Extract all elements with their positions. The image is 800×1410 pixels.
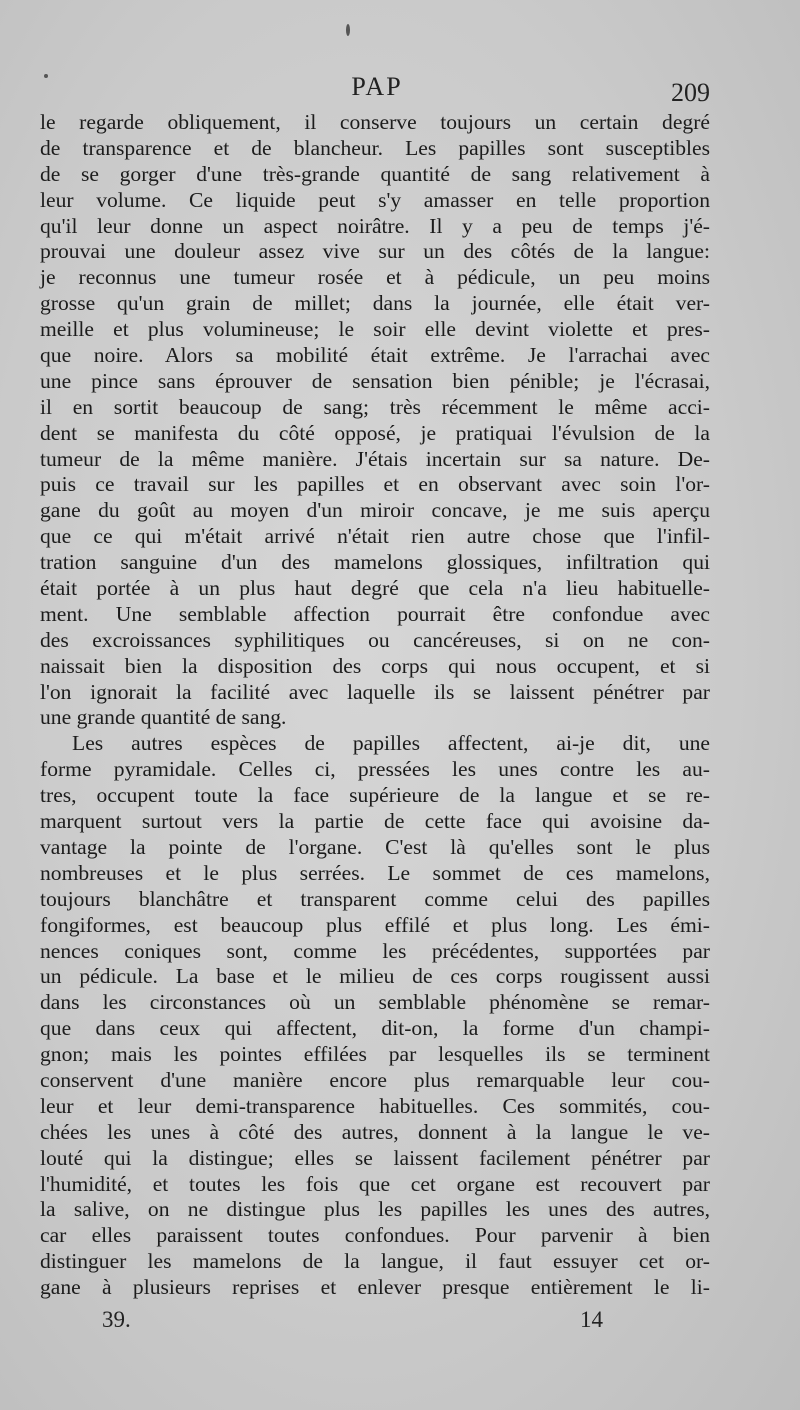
- text-line: naissait bien la disposition des corps qui nous occupent, et si: [40, 653, 710, 678]
- text-line: la salive, on ne distingue plus les papilles les unes des autres,: [40, 1197, 710, 1222]
- page-header: [44, 72, 710, 112]
- text-line: gnon; mais les pointes effilées par lesquelles ils se terminent: [40, 1042, 710, 1067]
- text-line: l'humidité, et toutes les fois que cet organe est recouvert par: [40, 1171, 710, 1196]
- text-line: nences coniques sont, comme les précédentes, supportées par: [40, 938, 710, 963]
- text-line: louté qui la distingue; elles se laissent facilement pénétrer par: [40, 1145, 710, 1170]
- ink-speck: [346, 24, 350, 36]
- text-line: chées les unes à côté des autres, donnent à la langue le ve-: [40, 1119, 710, 1144]
- text-line: marquent surtout vers la partie de cette face qui avoisine da-: [40, 809, 710, 834]
- text-line: que ce qui m'était arrivé n'était rien autre chose que l'infil-: [40, 524, 710, 549]
- text-line: un pédicule. La base et le milieu de ces corps rougissent aussi: [40, 964, 710, 989]
- text-line: de se gorger d'une très-grande quantité de sang relativement à: [40, 161, 710, 186]
- text-line: dans les circonstances où un semblable phénomène se remar-: [40, 990, 710, 1015]
- text-line: était portée à un plus haut degré que cela n'a lieu habituelle-: [40, 576, 710, 601]
- text-line: le regarde obliquement, il conserve toujours un certain degré: [40, 110, 710, 134]
- text-line: puis ce travail sur les papilles et en observant avec soin l'or-: [40, 472, 710, 497]
- text-line: dent se manifesta du côté opposé, je pratiquai l'évulsion de la: [40, 420, 710, 445]
- text-line: forme pyramidale. Celles ci, pressées les unes contre les au-: [40, 757, 710, 782]
- text-line: tration sanguine d'un des mamelons glossiques, infiltration qui: [40, 550, 710, 575]
- text-line: vantage la pointe de l'organe. C'est là qu'elles sont le plus: [40, 834, 710, 859]
- text-line: car elles paraissent toutes confondues. Pour parvenir à bien: [40, 1223, 710, 1248]
- text-line: meille et plus volumineuse; le soir elle devint violette et pres-: [40, 317, 710, 342]
- text-line: fongiformes, est beaucoup plus effilé et plus long. Les émi-: [40, 912, 710, 937]
- text-line: une grande quantité de sang.: [40, 705, 287, 730]
- text-line: de transparence et de blancheur. Les papilles sont susceptibles: [40, 135, 710, 160]
- text-line: que noire. Alors sa mobilité était extrême. Je l'arrachai avec: [40, 343, 710, 368]
- text-line: il en sortit beaucoup de sang; très récemment le même acci-: [40, 394, 710, 419]
- text-line: une pince sans éprouver de sensation bien pénible; je l'écrasai,: [40, 368, 710, 393]
- text-line: leur volume. Ce liquide peut s'y amasser en telle proportion: [40, 187, 710, 212]
- text-line: gane du goût au moyen d'un miroir concave, je me suis aperçu: [40, 498, 710, 523]
- text-line: que dans ceux qui affectent, dit-on, la forme d'un champi-: [40, 1016, 710, 1041]
- text-line: gane à plusieurs reprises et enlever presque entièrement le li-: [40, 1275, 710, 1300]
- text-line: des excroissances syphilitiques ou cancéreuses, si on ne con-: [40, 627, 710, 652]
- text-line: toujours blanchâtre et transparent comme celui des papilles: [40, 886, 710, 911]
- text-line: prouvai une douleur assez vive sur un des côtés de la langue:: [40, 239, 710, 264]
- text-line: tres, occupent toute la face supérieure de la langue et se re-: [40, 783, 710, 808]
- text-line: grosse qu'un grain de millet; dans la journée, elle était ver-: [40, 291, 710, 316]
- text-line: conservent d'une manière encore plus remarquable leur cou-: [40, 1067, 710, 1092]
- text-line: Les autres espèces de papilles affectent, ai-je dit, une: [72, 731, 710, 756]
- page-footer: [40, 1307, 710, 1341]
- text-line: je reconnus une tumeur rosée et à pédicule, un peu moins: [40, 265, 710, 290]
- text-line: nombreuses et le plus serrées. Le sommet de ces mamelons,: [40, 860, 710, 885]
- sheet-number: 14: [580, 1307, 603, 1332]
- text-line: leur et leur demi-transparence habituelles. Ces sommités, cou-: [40, 1093, 710, 1118]
- text-line: distinguer les mamelons de la langue, il faut essuyer cet or-: [40, 1249, 710, 1274]
- body-text: [40, 110, 710, 1301]
- page-number: 209: [671, 78, 710, 107]
- signature-mark: 39.: [102, 1307, 131, 1332]
- text-line: qu'il leur donne un aspect noirâtre. Il y a peu de temps j'é-: [40, 213, 710, 238]
- text-line: tumeur de la même manière. J'étais incertain sur sa nature. De-: [40, 446, 710, 471]
- running-head: PAP: [351, 72, 403, 101]
- text-line: ment. Une semblable affection pourrait être confondue avec: [40, 601, 710, 626]
- text-line: l'on ignorait la facilité avec laquelle ils se laissent pénétrer par: [40, 679, 710, 704]
